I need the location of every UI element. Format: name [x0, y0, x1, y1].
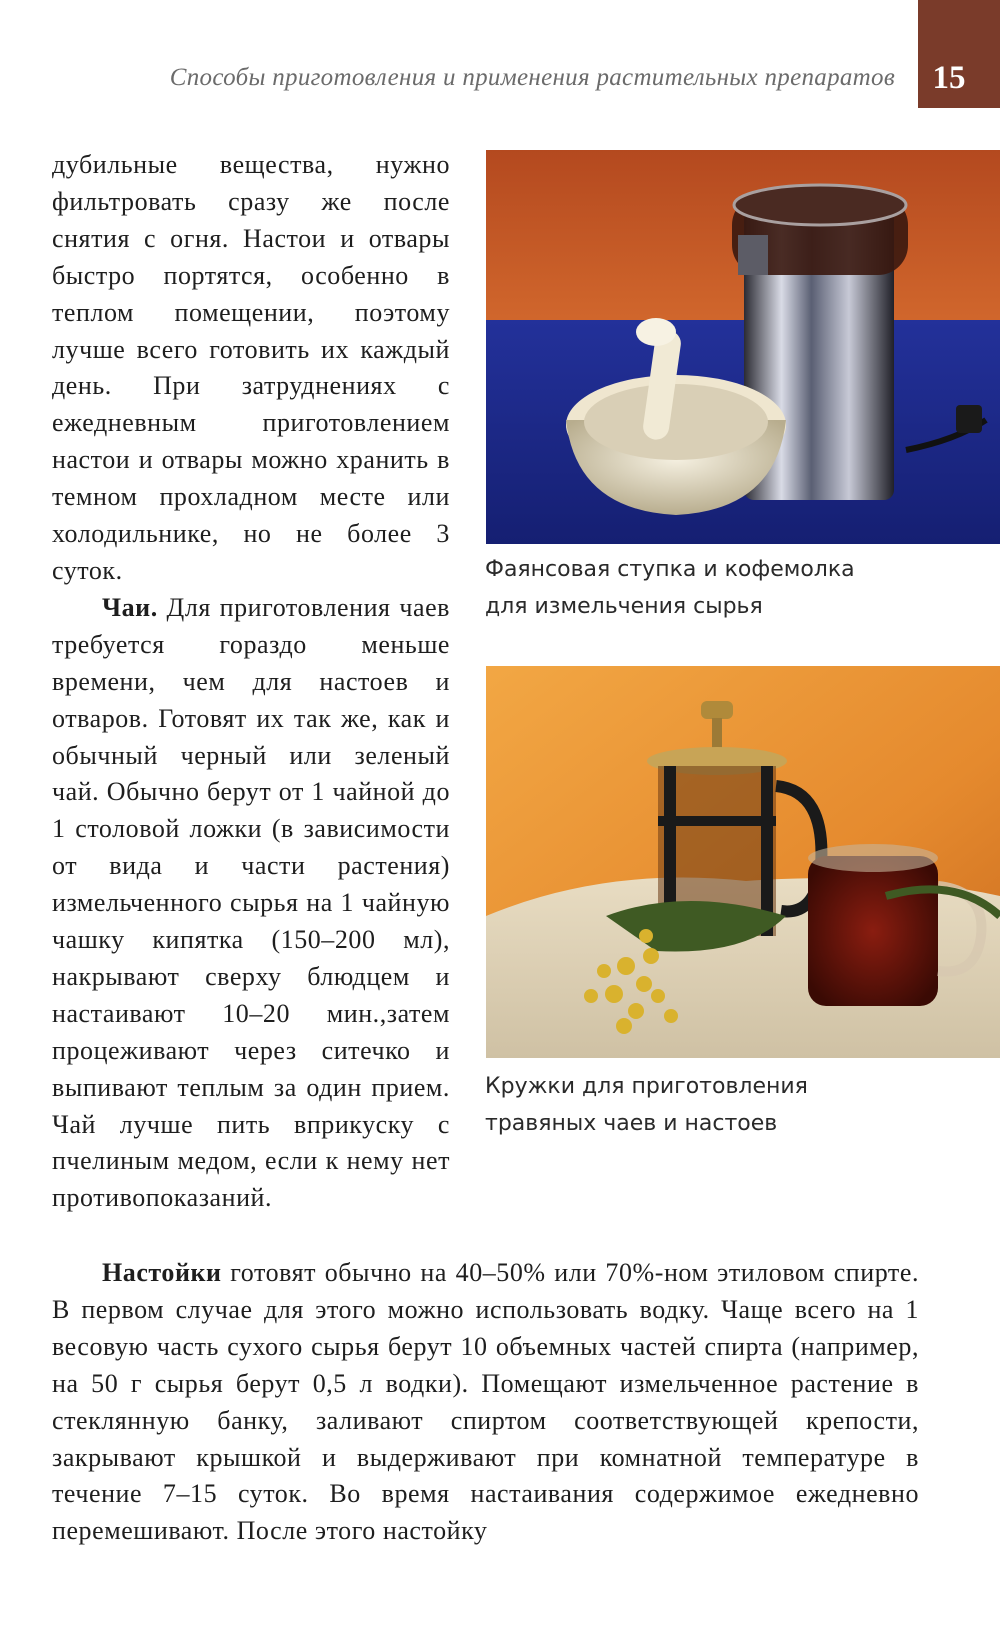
teas-text: Для приготовления чаев требуется гораздо меньше времени, чем для настоев и отваров. Готовят их так же, как и обычный черный или зеленый чай. Обычно берут от 1 чайной до 1 столовой ложки (в зависимости от вида и части растения) измельченного сырья на 1 чайную чашку кипятка (150–200 мл), накрывают сверху блюдцем и настаивают 10–20 мин.,затем процеживают через ситечко и выпивают теплым за один прием. Чай лучше пить вприкуску с пчелиным медом, если к нему нет противопоказаний. [52, 592, 450, 1213]
tinctures-text: готовят обычно на 40–50% или 70%-ном этиловом спирте. В первом случае для этого можно использовать водку. Чаще всего на 1 весовую часть сухого сырья берут 10 объемных частей спирта (например, на 50 г сырья берут 0,5 л водки). Помещают измельченное растение в стеклянную банку, заливают спиртом соответствующей крепости, закрывают крышкой и выдерживают при комнатной температуре в течение 7–15 суток. Во время настаивания содержимое ежедневно перемешивают. После этого настойку [52, 1258, 919, 1546]
caption-french-press-and-mug [485, 1068, 985, 1142]
full-width-text [52, 1255, 919, 1550]
teas-heading: Чаи. [102, 592, 158, 622]
paragraph-teas [52, 590, 450, 1217]
paragraph-tinctures [52, 1255, 919, 1550]
caption-line: Кружки для приготовления [485, 1074, 808, 1099]
left-text-column [52, 147, 450, 1217]
caption-line: Фаянсовая ступка и кофемолка [485, 557, 855, 582]
tinctures-heading: Настойки [102, 1258, 222, 1287]
caption-line: травяных чаев и настоев [485, 1111, 778, 1136]
photo-mortar-and-grinder [486, 150, 1000, 544]
paragraph-tannins: дубильные вещества, нужно фильтровать сразу же после снятия с огня. Настои и отвары быстро портятся, особенно в теплом помещении, поэтому лучше всего готовить их каждый день. При затруднениях с ежедневным приготовлением настои и отвары можно хранить в темном прохладном месте или холодильнике, но не более 3 суток. [52, 150, 450, 585]
page-number: 15 [932, 60, 966, 96]
photo-french-press-and-mug [486, 666, 1000, 1058]
caption-mortar-and-grinder [485, 551, 985, 625]
running-head: Способы приготовления и применения растительных препаратов [169, 64, 895, 91]
caption-line: для измельчения сырья [485, 594, 763, 619]
